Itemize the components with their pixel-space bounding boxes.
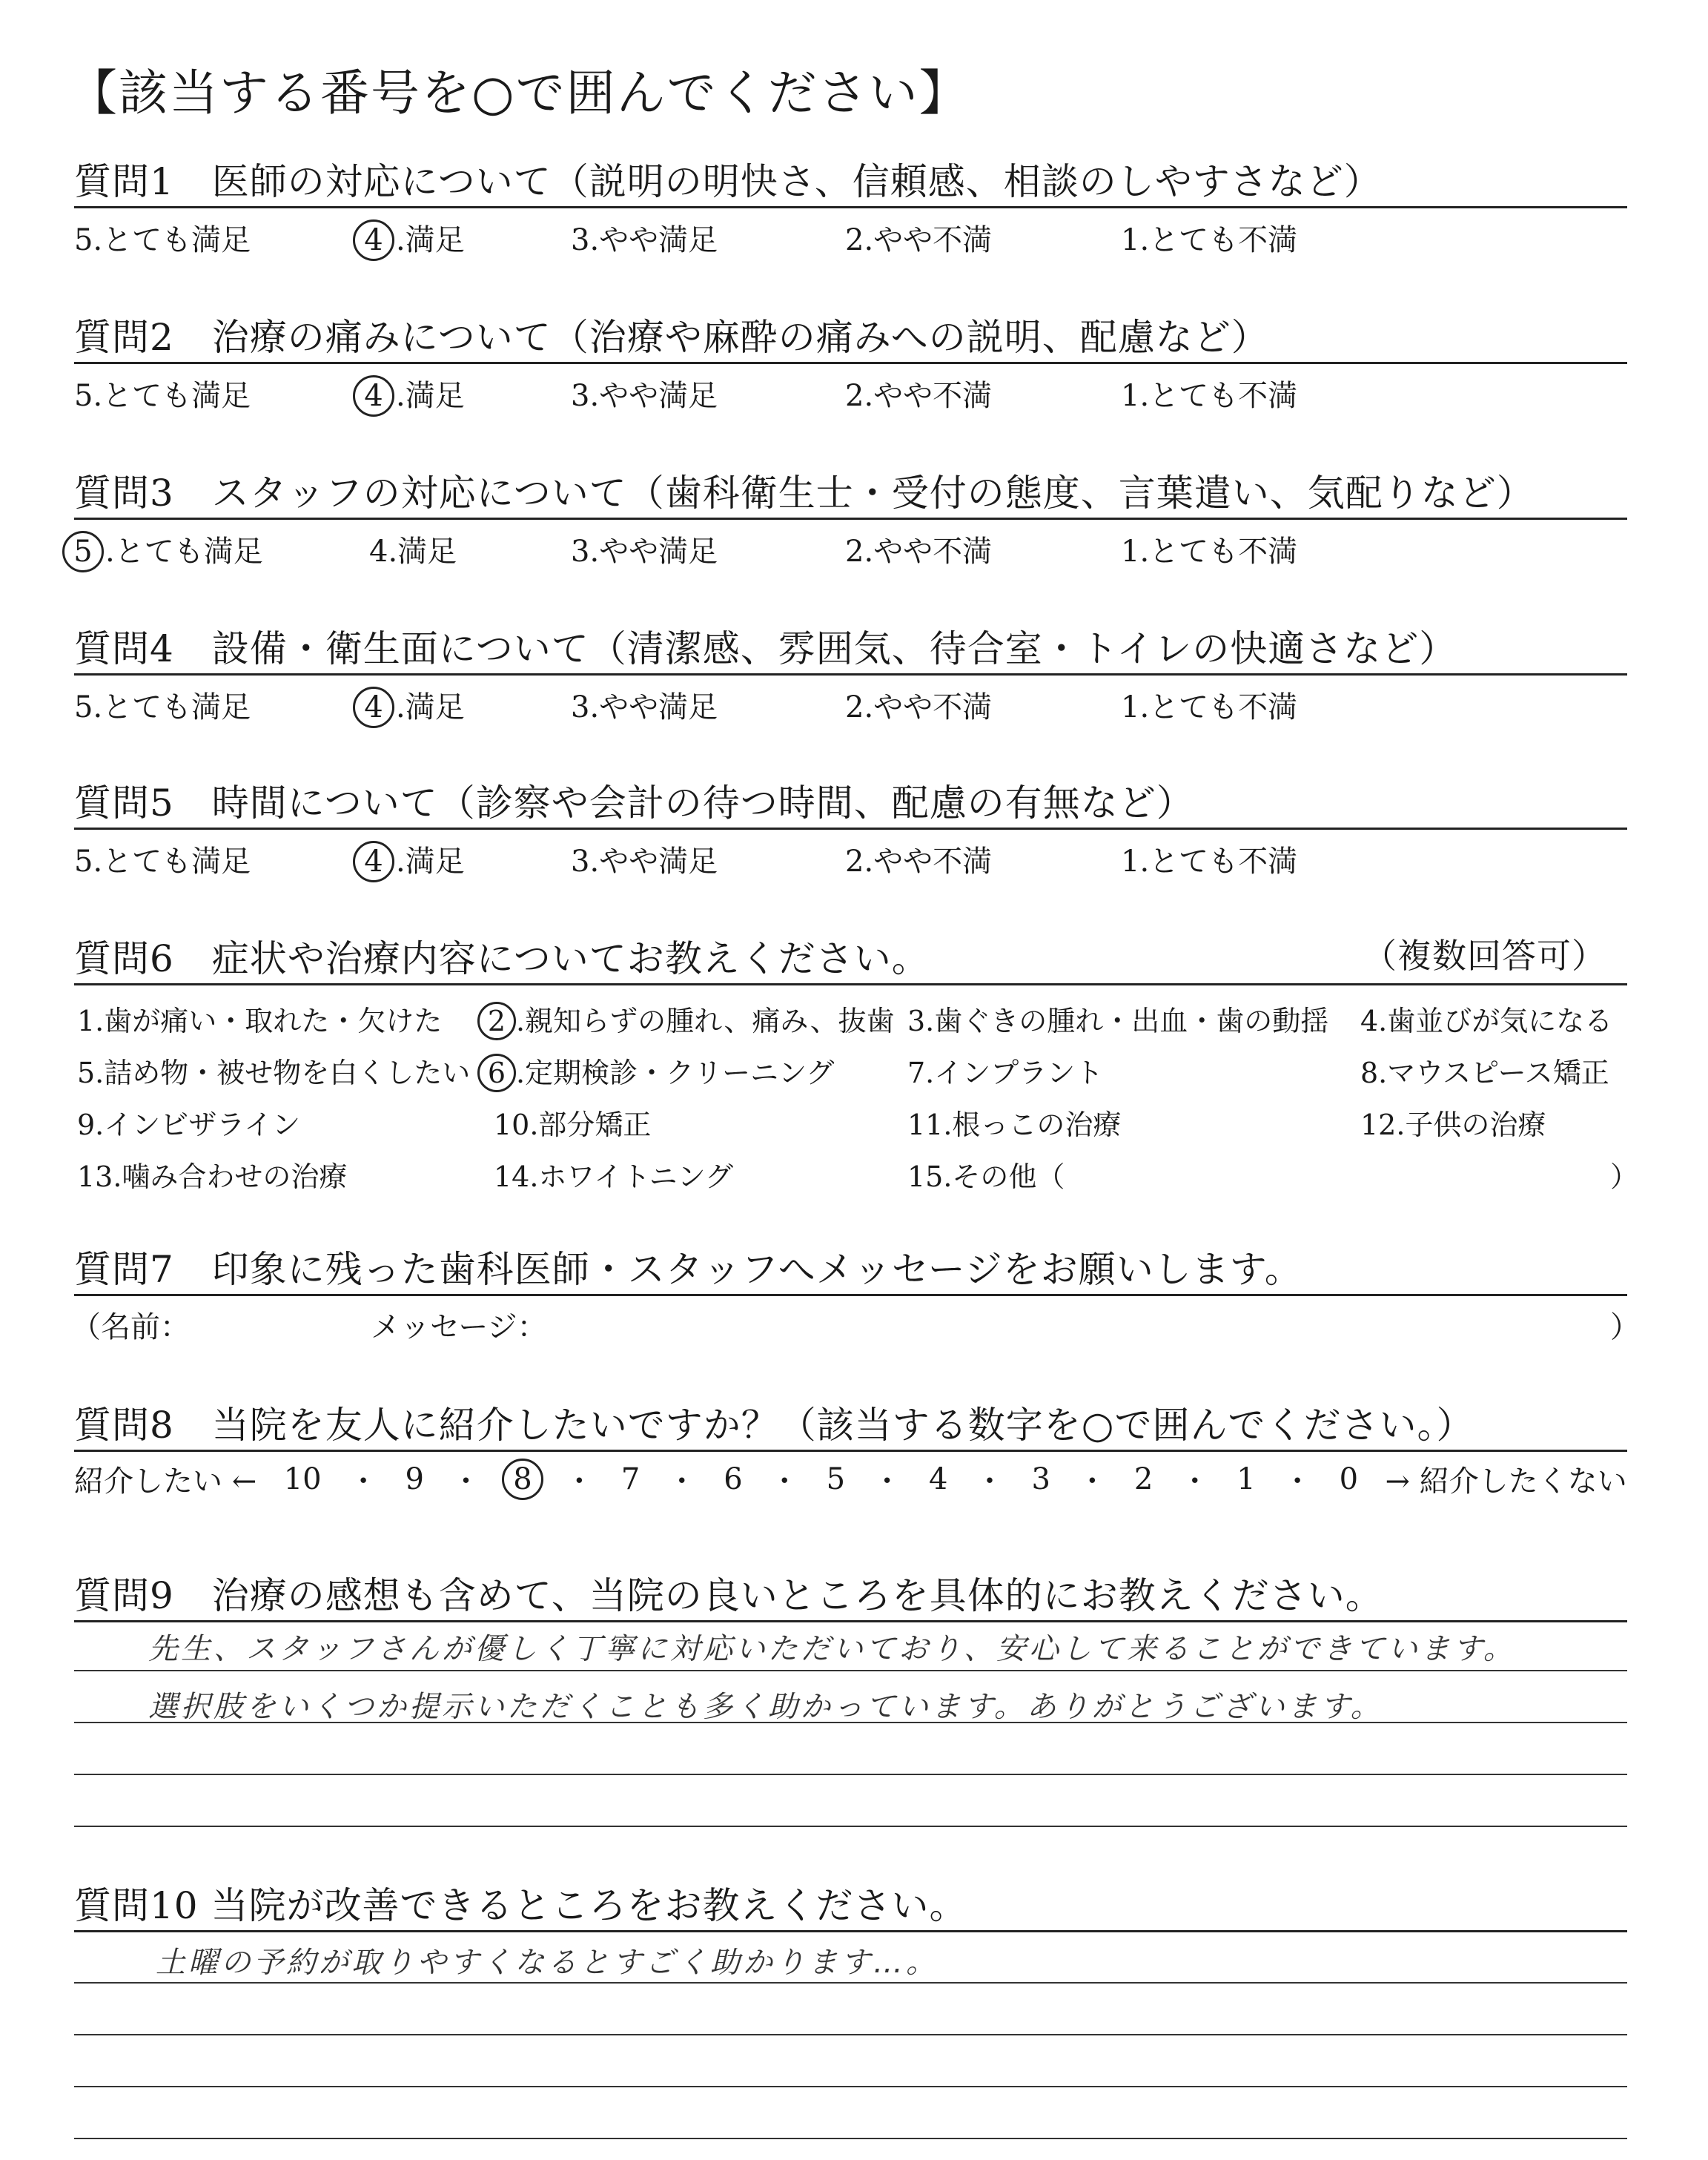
scale-value-2[interactable]: 2 [1133,1462,1153,1496]
divider [74,1294,1627,1296]
q5-option-1[interactable]: 1.とても不満 [1121,845,1298,879]
scale-separator: ・ [451,1464,481,1499]
q5-option-5[interactable]: 5.とても満足 [74,845,251,879]
divider [74,673,1627,676]
answer-line [74,1670,1627,1671]
q2-option-3[interactable]: 3.やや満足 [571,379,718,413]
scale-value-10[interactable]: 10 [283,1462,322,1496]
scale-left-label: 紹介したい ← [74,1464,257,1499]
divider [74,1450,1627,1452]
q3-option-2[interactable]: 2.やや不満 [845,535,993,569]
scale-separator: ・ [564,1464,595,1499]
answer-line [74,2034,1627,2035]
message-label: メッセージ： [371,1310,547,1344]
divider [74,518,1627,520]
q6-item-15[interactable]: 15.その他（ [907,1160,1065,1193]
q4-option-4-label: .満足 [396,690,465,724]
q1-option-5[interactable]: 5.とても満足 [74,223,251,257]
q5-option-4-label: .満足 [396,845,465,879]
q4-option-1[interactable]: 1.とても不満 [1121,690,1298,724]
q6-item-4[interactable]: 4.歯並びが気になる [1360,1005,1613,1037]
selected-circle: 2 [477,1002,516,1040]
answer-line [74,2086,1627,2087]
q4-option-5[interactable]: 5.とても満足 [74,690,251,724]
q6-item-9[interactable]: 9.インビザライン [77,1109,301,1141]
q5-option-2[interactable]: 2.やや不満 [845,845,993,879]
question-10-title: 質問10 当院が改善できるところをお教えください。 [74,1884,967,1927]
scale-value-9[interactable]: 9 [405,1462,424,1496]
q1-option-2[interactable]: 2.やや不満 [845,223,993,257]
question-4-title: 質問4 設備・衛生面について（清潔感、雰囲気、待合室・トイレの快適さなど） [74,627,1457,670]
scale-separator: ・ [1179,1464,1210,1499]
question-9-title: 質問9 治療の感想も含めて、当院の良いところを具体的にお教えください。 [74,1574,1383,1617]
q6-item-2-label: .親知らずの腫れ、痛み、抜歯 [516,1005,895,1037]
selected-circle: 4 [353,841,394,882]
scale-value-6[interactable]: 6 [724,1462,743,1496]
scale-separator: ・ [1077,1464,1108,1499]
q2-option-2[interactable]: 2.やや不満 [845,379,993,413]
scale-separator: ・ [872,1464,902,1499]
answer-line [74,1826,1627,1827]
q6-item-13[interactable]: 13.噛み合わせの治療 [77,1160,348,1193]
multiple-answer-note: （複数回答可） [1363,936,1606,976]
q1-option-1[interactable]: 1.とても不満 [1121,223,1298,257]
q2-option-5[interactable]: 5.とても満足 [74,379,251,413]
message-close-paren: ） [1610,1310,1640,1344]
scale-separator: ・ [666,1464,697,1499]
q6-item-6[interactable] [480,1050,834,1092]
answer-line [74,2138,1627,2139]
scale-separator: ・ [769,1464,800,1499]
q3-option-1[interactable]: 1.とても不満 [1121,535,1298,569]
q6-item-1[interactable]: 1.歯が痛い・取れた・欠けた [77,1005,443,1037]
selected-circle: 4 [353,375,394,417]
answer-line [74,1722,1627,1723]
q6-item-3[interactable]: 3.歯ぐきの腫れ・出血・歯の動揺 [907,1005,1329,1037]
scale-value-8-selected[interactable]: 8 [502,1459,543,1500]
question-5-title: 質問5 時間について（診察や会計の待つ時間、配慮の有無など） [74,782,1194,825]
divider [74,1620,1627,1622]
name-label: （名前： [71,1310,190,1344]
q6-item-11[interactable]: 11.根っこの治療 [907,1109,1122,1141]
scale-separator: ・ [348,1464,379,1499]
scale-separator: ・ [1282,1464,1313,1499]
question-6-title: 質問6 症状や治療内容についてお教えください。 [74,937,930,980]
q9-answer-line-2: 選択肢をいくつか提示いただくことも多く助かっています。ありがとうございます。 [148,1690,1383,1724]
scale-value-1[interactable]: 1 [1237,1462,1256,1496]
selected-circle: 4 [353,687,394,728]
q4-option-2[interactable]: 2.やや不満 [845,690,993,724]
q6-item-2[interactable] [480,998,895,1040]
selected-circle: 4 [353,219,394,261]
selected-circle: 6 [477,1054,516,1092]
q6-item-6-label: .定期検診・クリーニング [516,1057,835,1089]
scale-value-3[interactable]: 3 [1031,1462,1050,1496]
scale-value-0[interactable]: 0 [1339,1462,1359,1496]
question-8-title: 質問8 当院を友人に紹介したいですか？（該当する数字を○で囲んでください。） [74,1404,1474,1447]
answer-line [74,1774,1627,1775]
scale-value-7[interactable]: 7 [620,1462,640,1496]
scale-separator: ・ [974,1464,1004,1499]
q1-option-3[interactable]: 3.やや満足 [571,223,718,257]
question-2-title: 質問2 治療の痛みについて（治療や麻酔の痛みへの説明、配慮など） [74,316,1269,359]
divider [74,362,1627,364]
q6-item-10[interactable]: 10.部分矯正 [494,1109,652,1141]
q1-option-4-label: .満足 [396,223,465,257]
q2-option-4-label: .満足 [396,379,465,413]
q6-item-14[interactable]: 14.ホワイトニング [494,1160,734,1193]
other-close-paren: ） [1610,1160,1639,1193]
q5-option-4[interactable] [357,838,465,882]
answer-line [74,1982,1627,1984]
divider [74,1930,1627,1932]
q6-item-8[interactable]: 8.マウスピース矯正 [1360,1057,1609,1089]
page-title: 【該当する番号を○で囲んでください】 [68,65,970,122]
question-7-title: 質問7 印象に残った歯科医師・スタッフへメッセージをお願いします。 [74,1248,1302,1291]
q9-answer-line-1: 先生、スタッフさんが優しく丁寧に対応いただいており、安心して来ることができています。 [148,1632,1516,1666]
q1-option-4[interactable] [357,217,465,261]
q3-option-5-label: .とても満足 [105,535,263,569]
q3-option-4[interactable]: 4.満足 [369,535,457,569]
q2-option-1[interactable]: 1.とても不満 [1121,379,1298,413]
divider [74,828,1627,830]
q10-answer-line-1: 土曜の予約が取りやすくなるとすごく助かります…。 [156,1946,939,1980]
scale-value-4[interactable]: 4 [929,1462,948,1496]
q5-option-3[interactable]: 3.やや満足 [571,845,718,879]
recommend-scale [74,1458,1627,1500]
q2-option-4[interactable] [357,372,465,417]
q6-item-12[interactable]: 12.子供の治療 [1360,1109,1546,1141]
q6-item-5[interactable]: 5.詰め物・被せ物を白くしたい [77,1057,471,1089]
scale-right-label: → 紹介したくない [1385,1464,1627,1499]
divider [74,206,1627,208]
q3-option-5[interactable] [67,528,263,572]
question-3-title: 質問3 スタッフの対応について（歯科衛生士・受付の態度、言葉遣い、気配りなど） [74,472,1535,515]
question-1-title: 質問1 医師の対応について（説明の明快さ、信頼感、相談のしやすさなど） [74,160,1382,203]
q3-option-3[interactable]: 3.やや満足 [571,535,718,569]
q4-option-4[interactable] [357,684,465,728]
q6-item-7[interactable]: 7.インプラント [907,1057,1104,1089]
divider [74,983,1627,985]
selected-circle: 5 [62,531,104,572]
scale-value-5[interactable]: 5 [826,1462,846,1496]
q4-option-3[interactable]: 3.やや満足 [571,690,718,724]
